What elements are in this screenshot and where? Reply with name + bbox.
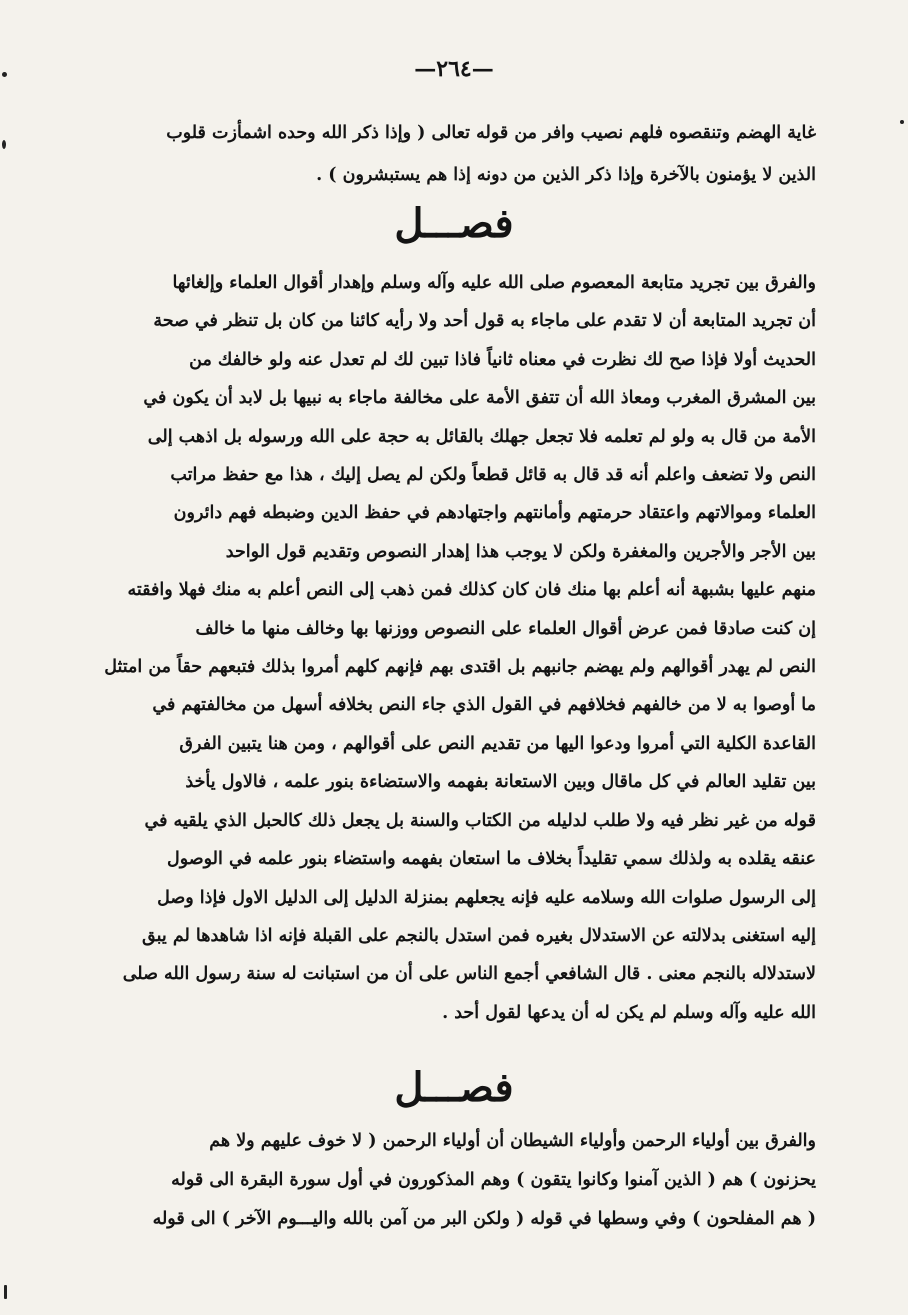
scan-speck [900, 120, 904, 124]
text-line: بين الأجر والأجرين والمغفرة ولكن لا يوجب هذا إهدار النصوص وتقديم قول الواحد [225, 541, 816, 562]
text-line: أن تجريد المتابعة أن لا تقدم على ماجاء به قول أحد ولا رأيه كائنا من كان بل تنظر في صحة [153, 311, 816, 332]
text-line: الحديث أولا فإذا صح لك نظرت في معناه ثانياً فاذا تبين لك لم تعدل عنه ولو خالفك من [189, 349, 816, 370]
text-line: النص لم يهدر أقوالهم ولم يهضم جانبهم بل اقتدى بهم فإنهم كلهم أمروا بذلك فتبعهم حقاً من امتثل [104, 657, 816, 678]
text-line: والفرق بين تجريد متابعة المعصوم صلى الله عليه وآله وسلم وإهدار أقوال العلماء وإلغائها [172, 273, 816, 293]
second-paragraph [92, 1122, 816, 1239]
text-line: ما أوصوا به لا من خالفهم فخلافهم في القول الذي جاء النص بخلافه أسهل من مخالفتهم في [152, 695, 816, 716]
section-heading: فصـــل [394, 200, 514, 247]
page-number: —٢٦٤— [414, 56, 494, 82]
text-line: ( هم المفلحون ) وفي وسطها في قوله ( ولكن البر من آمن بالله واليـــوم الآخر ) الى قوله [152, 1209, 816, 1229]
text-line: لاستدلاله بالنجم معنى . قال الشافعي أجمع الناس على أن من استبانت له سنة رسول الله صلى [122, 964, 816, 985]
text-line: إليه استغنى بدلالته عن الاستدلال بغيره فمن استدل بالنجم على القبلة فإنه اذا شاهدها لم يبق [142, 925, 816, 946]
section-heading: فصـــل [394, 1064, 514, 1111]
text-line: إن كنت صادقا فمن عرض أقوال العلماء على النصوص ووزنها بها وخالف منها ما خالف [195, 618, 816, 639]
scan-speck [2, 72, 7, 77]
text-line: عنقه يقلده به ولذلك سمي تقليداً بخلاف ما استعان بفهمه واستضاء بنور علمه في الوصول [167, 849, 816, 870]
main-paragraph [92, 264, 816, 1032]
text-line: العلماء وموالاتهم واعتقاد حرمتهم وأمانتهم واجتهادهم في حفظ الدين وضبطه فهم دائرون [173, 503, 816, 524]
text-line: منهم عليها بشبهة أنه أعلم بها منك فان كان كذلك فمن ذهب إلى النص أعلم به منك فهلا وافقته [127, 580, 816, 601]
text-line: الأمة من قال به ولو لم تعلمه فلا تجعل جهلك بالقائل به حجة على الله ورسوله بل اذهب إلى [147, 426, 816, 447]
intro-paragraph [92, 112, 816, 196]
text-line: والفرق بين أولياء الرحمن وأولياء الشيطان أن أولياء الرحمن ( لا خوف عليهم ولا هم [209, 1131, 816, 1151]
text-line: بين تقليد العالم في كل ماقال وبين الاستعانة بفهمه والاستضاءة بنور علمه ، فالاول يأخذ [185, 772, 816, 793]
text-line: الله عليه وآله وسلم لم يكن له أن يدعها لقول أحد . [442, 1002, 816, 1023]
scan-speck [4, 1285, 7, 1299]
text-line: القاعدة الكلية التي أمروا ودعوا اليها من تقديم النص على أقوالهم ، ومن هنا يتبين الفرق [179, 733, 816, 754]
text-line: غاية الهضم وتنقصوه فلهم نصيب وافر من قوله تعالى ( وإذا ذكر الله وحده اشمأزت قلوب [166, 123, 816, 143]
text-line: قوله من غير نظر فيه ولا طلب لدليله من الكتاب والسنة بل يجعل ذلك كالحبل الذي يلقيه في [144, 810, 816, 831]
text-line: الذين لا يؤمنون بالآخرة وإذا ذكر الذين من دونه إذا هم يستبشرون ) . [316, 165, 816, 185]
text-line: إلى الرسول صلوات الله وسلامه عليه فإنه يجعلهم بمنزلة الدليل إلى الدليل الاول فإذا وصل [157, 887, 816, 908]
text-line: بين المشرق المغرب ومعاذ الله أن تتفق الأمة على مخالفة ماجاء به نبيها بل لابد أن يكون في [143, 388, 816, 409]
text-line: النص ولا تضعف واعلم أنه قد قال به قائل قطعاً ولكن لم يصل إليك ، هذا مع حفظ مراتب [170, 465, 816, 486]
text-line: يحزنون ) هم ( الذين آمنوا وكانوا يتقون ) وهم المذكورون في أول سورة البقرة الى قوله [171, 1170, 816, 1190]
scan-speck [2, 140, 6, 149]
